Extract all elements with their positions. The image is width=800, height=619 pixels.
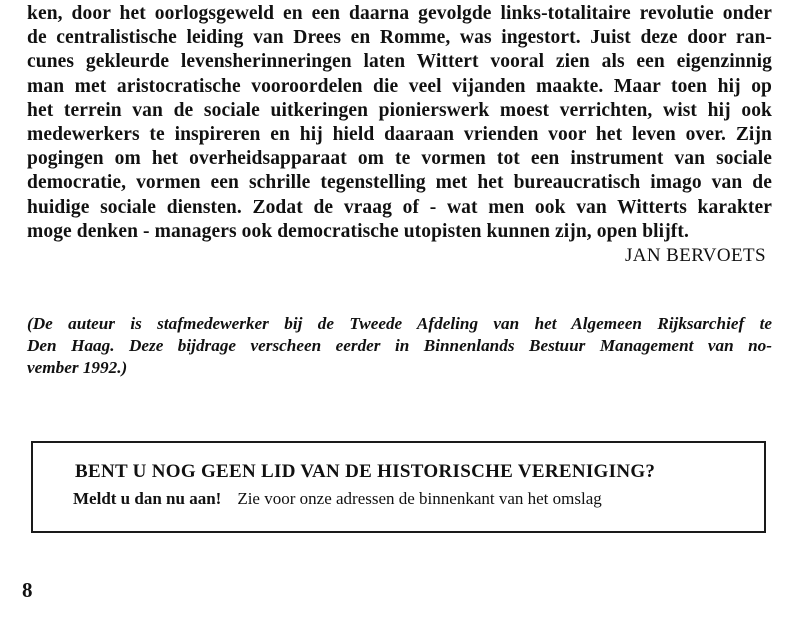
article-line: moge denken - managers ook democratische utopisten kunnen zijn, open blijft. [27,220,689,242]
page-number: 8 [22,578,33,602]
advert-headline: BENT U NOG GEEN LID VAN DE HISTORISCHE VERENIGING? [75,461,656,482]
article-line: pogingen om het overheidsapparaat om te vormen tot een instrument van sociale [27,148,772,170]
article-line: ken, door het oorlogsgeweld en een daarna gevolgde links-totalitaire revolutie onder [27,3,772,24]
article-line: man met aristocratische vooroordelen die veel vijanden maakte. Maar toen hij op [27,75,772,97]
membership-advert-box [31,441,766,533]
author-note [27,313,772,379]
note-line: vember 1992.) [27,358,128,377]
article-body [27,2,772,268]
author-signature: JAN BERVOETS [624,245,766,267]
article-line: medewerkers te inspireren en hij hield daaraan vrienden voor het leven over. Zijn [27,124,772,146]
advert-info: Zie voor onze adressen de binnenkant van het omslag [237,489,602,508]
article-line: cunes gekleurde levensherinneringen laten Wittert vooral zien als een eigenzinnig [27,51,772,73]
advert-call-to-action: Meldt u dan nu aan! [73,489,222,508]
article-line: de centralistische leiding van Drees en Romme, was ingestort. Juist deze door ran- [27,27,772,49]
article-line: huidige sociale diensten. Zodat de vraag of - wat men ook van Witterts karakter [27,196,772,218]
note-line: Den Haag. Deze bijdrage verscheen eerder in Binnenlands Bestuur Management van no- [27,336,772,355]
article-line: het terrein van de sociale uitkeringen pionierswerk moest verrichten, wist hij ook [27,99,772,121]
advert-subline [73,489,602,509]
article-line: democratie, vormen een schrille tegenstelling met het bureaucratisch imago van de [27,172,772,194]
note-line: (De auteur is stafmedewerker bij de Tweede Afdeling van het Algemeen Rijksarchief te [27,314,772,333]
